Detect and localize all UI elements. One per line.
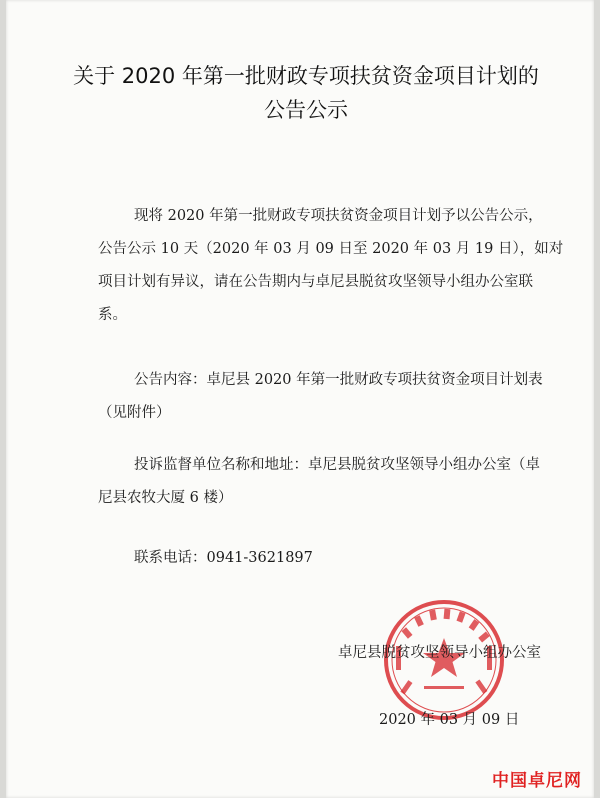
signer-name: 卓尼县脱贫攻坚领导小组办公室 xyxy=(338,645,541,661)
paragraph-1-line-4: 系。 xyxy=(98,307,127,323)
paragraph-1-line-3: 项目计划有异议，请在公告期内与卓尼县脱贫攻坚领导小组办公室联 xyxy=(98,274,533,290)
contact-phone: 联系电话：0941-3621897 xyxy=(134,550,313,566)
notice-title-line2: 公告公示 xyxy=(264,98,348,122)
paragraph-1-line-2: 公告公示 10 天（2020 年 03 月 09 日至 2020 年 03 月 19 日），如对 xyxy=(98,241,564,257)
paragraph-2-line-2: （见附件） xyxy=(98,405,171,421)
paragraph-2-line-1: 公告内容：卓尼县 2020 年第一批财政专项扶贫资金项目计划表 xyxy=(134,372,543,388)
paragraph-1-line-1: 现将 2020 年第一批财政专项扶贫资金项目计划予以公告公示， xyxy=(134,208,543,224)
notice-title-line1: 关于 2020 年第一批财政专项扶贫资金项目计划的 xyxy=(73,64,539,88)
paragraph-3-line-1: 投诉监督单位名称和地址：卓尼县脱贫攻坚领导小组办公室（卓 xyxy=(134,457,540,473)
site-watermark: 中国卓尼网 xyxy=(492,771,582,791)
document-page xyxy=(6,0,594,798)
paragraph-3-line-2: 尼县农牧大厦 6 楼） xyxy=(98,490,233,506)
signature-date: 2020 年 03 月 09 日 xyxy=(379,712,520,728)
